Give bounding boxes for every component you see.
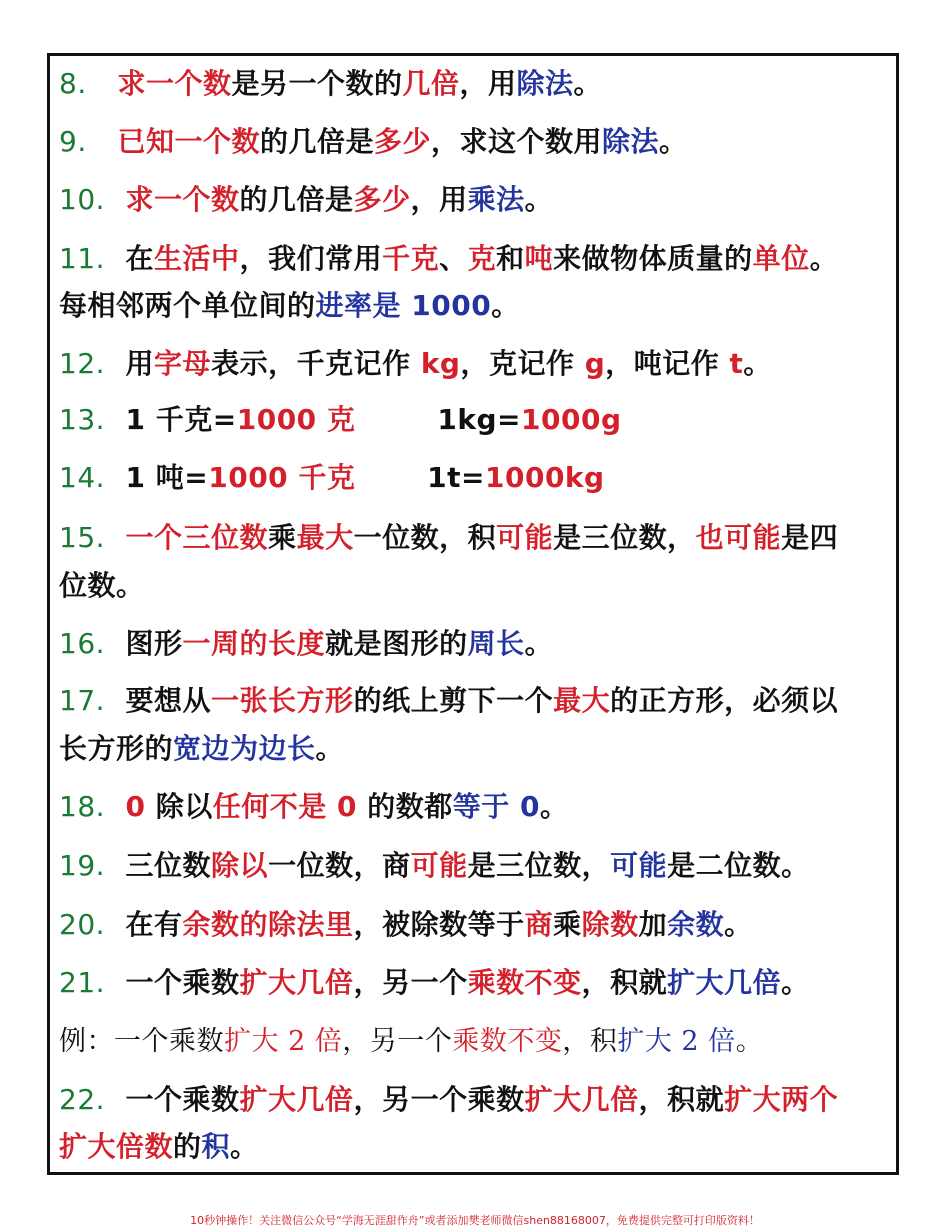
highlight-red: 乘数不变 xyxy=(452,1026,563,1057)
highlight-red: 任何不是 0 xyxy=(212,790,357,823)
highlight-red: 一周的长度 xyxy=(182,627,326,660)
text-segment: ，吨记作 xyxy=(605,347,730,380)
text-segment: ，我们常用 xyxy=(239,242,383,275)
item-number: 10. xyxy=(59,183,106,216)
item-number: 15. xyxy=(59,521,106,554)
text-segment: 的数都 xyxy=(357,790,453,823)
text-segment: 乘 xyxy=(553,908,582,941)
highlight-blue: 可能 xyxy=(610,849,668,882)
highlight-blue: 扩大几倍 xyxy=(667,966,782,999)
text-segment: 一位数，商 xyxy=(268,849,411,882)
text-segment: ，用 xyxy=(410,183,468,216)
highlight-red: 已知一个数 xyxy=(117,125,260,158)
highlight-red: 几倍 xyxy=(402,67,460,100)
highlight-red: 求一个数 xyxy=(125,183,240,216)
rule-line-8 xyxy=(59,66,899,102)
text-segment: 1t= xyxy=(355,461,485,494)
text-segment: 是三位数， xyxy=(553,521,696,554)
item-number: 18. xyxy=(59,790,106,823)
highlight-red: 字母 xyxy=(154,347,212,380)
item-number: 8. xyxy=(59,67,87,100)
highlight-red: 扩大倍数 xyxy=(59,1130,174,1163)
rule-line-10 xyxy=(59,182,899,218)
footer-note: 10秒钟操作！关注微信公众号“学海无涯甜作舟”或者添加樊老师微信shen88168007，免费提供完整可打印版资料！ xyxy=(190,1214,760,1227)
text-segment: 。 xyxy=(743,347,772,380)
rule-line-15 xyxy=(59,520,899,556)
highlight-red: 扩大几倍 xyxy=(239,966,354,999)
text-segment: ，另一个乘数 xyxy=(353,1083,525,1116)
highlight-red: 1000 千克 xyxy=(208,461,356,494)
text-segment: 1 千克= xyxy=(125,403,237,436)
rule-line-continuation xyxy=(59,731,899,767)
highlight-blue: 周长 xyxy=(467,627,525,660)
content-sheet xyxy=(47,53,899,1175)
item-number: 9. xyxy=(59,125,87,158)
highlight-red: 千克 xyxy=(382,242,440,275)
text-segment: ，用 xyxy=(459,67,517,100)
example-line xyxy=(59,1024,899,1060)
highlight-red: 0 xyxy=(125,790,146,823)
text-segment: 的正方形，必须以 xyxy=(610,684,839,717)
text-segment: 每相邻两个单位间的 xyxy=(59,289,316,322)
text-segment: 除以 xyxy=(145,790,213,823)
highlight-red: g xyxy=(584,347,606,380)
highlight-red: 生活中 xyxy=(154,242,240,275)
text-segment: 就是图形的 xyxy=(325,627,468,660)
item-number: 22. xyxy=(59,1083,106,1116)
highlight-red: kg xyxy=(420,347,461,380)
rule-line-22 xyxy=(59,1082,899,1118)
rule-line-continuation xyxy=(59,288,899,324)
rule-line-21 xyxy=(59,965,899,1001)
highlight-red: 1000kg xyxy=(485,461,605,494)
highlight-red: 余数的除法里 xyxy=(182,908,354,941)
rule-line-20 xyxy=(59,907,899,943)
highlight-blue: 进率是 1000 xyxy=(315,289,492,322)
rule-line-19 xyxy=(59,848,899,884)
rule-line-13 xyxy=(59,402,899,438)
text-segment: ，另一个 xyxy=(342,1026,453,1057)
highlight-blue: 余数 xyxy=(667,908,725,941)
rule-line-14 xyxy=(59,460,899,496)
text-segment: 的 xyxy=(173,1130,202,1163)
item-number: 13. xyxy=(59,403,106,436)
highlight-red: t xyxy=(729,347,744,380)
highlight-red: 可能 xyxy=(496,521,554,554)
text-segment: 是另一个数的 xyxy=(231,67,403,100)
item-number: 19. xyxy=(59,849,106,882)
rule-line-continuation xyxy=(59,568,899,604)
text-segment: 和 xyxy=(496,242,525,275)
item-number: 20. xyxy=(59,908,106,941)
item-number: 14. xyxy=(59,461,106,494)
highlight-red: 求一个数 xyxy=(117,67,232,100)
item-number: 21. xyxy=(59,966,106,999)
text-segment: 。 xyxy=(491,289,520,322)
rule-line-18 xyxy=(59,789,899,825)
highlight-red: 吨 xyxy=(524,242,554,275)
text-segment: 的纸上剪下一个 xyxy=(353,684,554,717)
highlight-blue: 宽边为边长 xyxy=(173,732,316,765)
highlight-red: 乘数不变 xyxy=(467,966,582,999)
text-segment: 。 xyxy=(524,183,554,216)
highlight-red: 除数 xyxy=(581,908,639,941)
highlight-red: 多少 xyxy=(353,183,411,216)
text-segment: 的几倍是 xyxy=(239,183,354,216)
highlight-red: 扩大 2 倍 xyxy=(224,1026,343,1057)
text-segment: 一位数，积 xyxy=(353,521,497,554)
text-segment: ，积就 xyxy=(581,966,668,999)
text-segment: 。 xyxy=(724,908,753,941)
highlight-red: 可能 xyxy=(410,849,468,882)
text-segment: 要想从 xyxy=(125,684,212,717)
text-segment: 表示，千克记作 xyxy=(211,347,421,380)
highlight-red: 1000g xyxy=(521,403,622,436)
highlight-blue: 积 xyxy=(201,1130,231,1163)
text-segment: ，克记作 xyxy=(460,347,585,380)
highlight-red: 也可能 xyxy=(695,521,782,554)
highlight-red: 克 xyxy=(467,242,497,275)
highlight-red: 扩大几倍 xyxy=(524,1083,639,1116)
text-segment: 。 xyxy=(781,966,810,999)
highlight-blue: 除法 xyxy=(602,125,660,158)
text-segment: 位数。 xyxy=(59,569,145,602)
text-segment: 1 吨= xyxy=(125,461,209,494)
text-segment: 。 xyxy=(315,732,345,765)
text-segment: 加 xyxy=(638,908,668,941)
highlight-red: 最大 xyxy=(553,684,611,717)
item-number: 11. xyxy=(59,242,106,275)
text-segment: 。 xyxy=(539,790,569,823)
text-segment: 用 xyxy=(125,347,155,380)
text-segment: ，被除数等于 xyxy=(353,908,525,941)
text-segment: 。 xyxy=(230,1130,259,1163)
text-segment: ，求这个数用 xyxy=(431,125,603,158)
text-segment: 是三位数， xyxy=(467,849,611,882)
highlight-red: 商 xyxy=(524,908,554,941)
text-segment: 在 xyxy=(125,242,155,275)
text-segment: 一个乘数 xyxy=(125,1083,240,1116)
highlight-blue: 等于 0 xyxy=(452,790,540,823)
text-segment: 。 xyxy=(573,67,603,100)
text-segment: 、 xyxy=(439,242,468,275)
text-segment: ，积 xyxy=(562,1026,618,1057)
item-number: 12. xyxy=(59,347,106,380)
highlight-blue: 乘法 xyxy=(467,183,525,216)
text-segment: 三位数 xyxy=(125,849,212,882)
text-segment: 。 xyxy=(659,125,688,158)
rule-line-12 xyxy=(59,346,899,382)
text-segment: 来做物体质量的 xyxy=(553,242,753,275)
text-segment: 是四 xyxy=(781,521,839,554)
rule-line-16 xyxy=(59,626,899,662)
highlight-red: 单位 xyxy=(752,242,810,275)
rule-line-9 xyxy=(59,124,899,160)
highlight-blue: 扩大 2 倍 xyxy=(617,1026,736,1057)
text-segment: 。 xyxy=(524,627,554,660)
rule-line-11 xyxy=(59,241,899,277)
text-segment: 1kg= xyxy=(355,403,522,436)
highlight-red: 扩大几倍 xyxy=(239,1083,354,1116)
highlight-red: 多少 xyxy=(374,125,432,158)
highlight-red: 除以 xyxy=(211,849,269,882)
item-number: 17. xyxy=(59,684,106,717)
text-segment: 长方形的 xyxy=(59,732,174,765)
rule-line-17 xyxy=(59,683,899,719)
text-segment: 乘 xyxy=(268,521,297,554)
highlight-red: 一个三位数 xyxy=(125,521,269,554)
text-segment: 一个乘数 xyxy=(125,966,240,999)
text-segment: 是二位数。 xyxy=(667,849,810,882)
highlight-red: 扩大两个 xyxy=(724,1083,839,1116)
rule-line-continuation xyxy=(59,1129,899,1165)
highlight-red: 1000 克 xyxy=(236,403,356,436)
text-segment: 。 xyxy=(735,1026,764,1057)
text-segment: ，积就 xyxy=(638,1083,725,1116)
text-segment: 在有 xyxy=(125,908,183,941)
text-segment: 。 xyxy=(809,242,839,275)
item-number: 16. xyxy=(59,627,106,660)
text-segment: 的几倍是 xyxy=(259,125,374,158)
text-segment: ，另一个 xyxy=(353,966,468,999)
text-segment: 例：一个乘数 xyxy=(59,1026,224,1057)
text-segment: 图形 xyxy=(125,627,183,660)
highlight-red: 一张长方形 xyxy=(211,684,354,717)
highlight-red: 最大 xyxy=(296,521,354,554)
highlight-blue: 除法 xyxy=(516,67,574,100)
